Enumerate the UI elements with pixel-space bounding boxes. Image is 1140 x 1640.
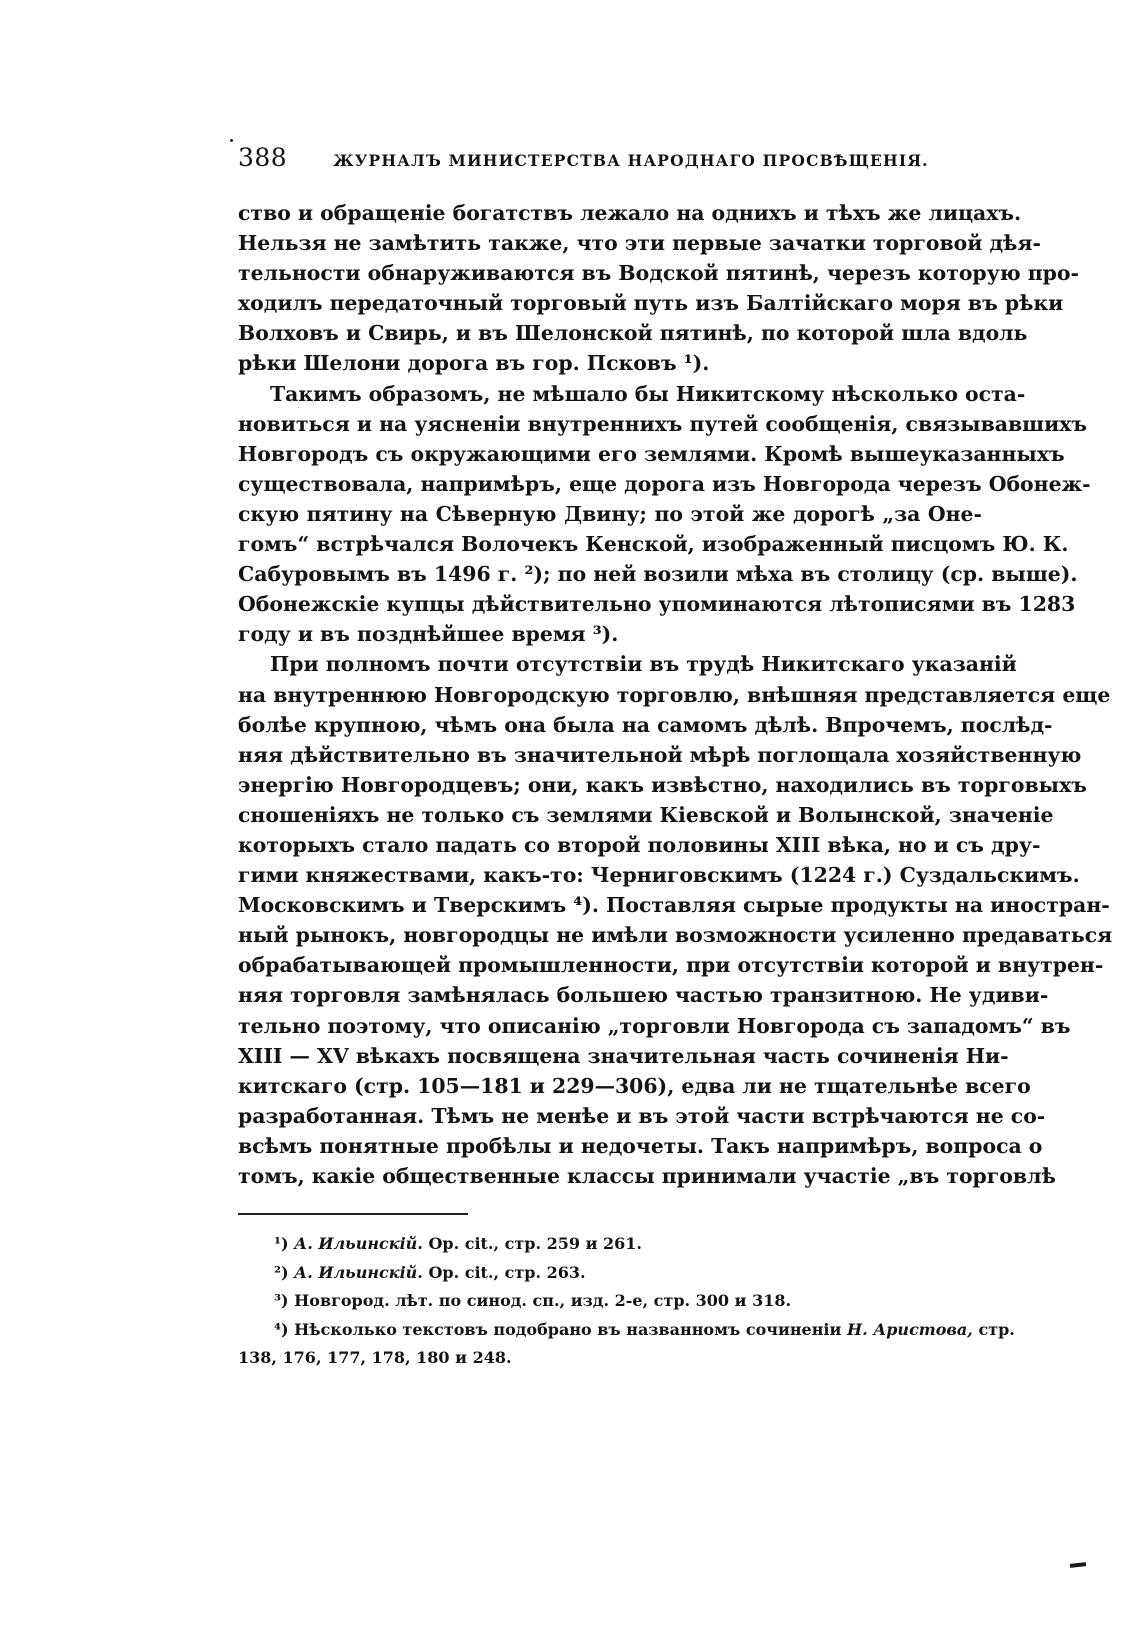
- text-line: Нельзя не замѣтить также, что эти первые зачатки торговой дѣя-: [238, 231, 1041, 256]
- text-line: сношеніяхъ не только съ землями Кіевской и Волынской, значеніе: [238, 802, 1054, 827]
- text-line: ство и обращеніе богатствъ лежало на однихъ и тѣхъ же лицахъ.: [238, 201, 1022, 225]
- text-line: ный рынокъ, новгородцы не имѣли возможности усиленно предаваться: [238, 923, 1113, 948]
- running-title: ЖУРНАЛЪ МИНИСТЕРСТВА НАРОДНАГО ПРОСВѢЩЕНІЯ.: [333, 151, 929, 170]
- footnote: [238, 1259, 982, 1288]
- text-line: рѣки Шелони дорога въ гор. Псковъ ¹).: [238, 351, 710, 376]
- footnote-marker: ⁴): [274, 1319, 289, 1339]
- footnote-text: 138, 176, 177, 178, 180 и 248.: [238, 1348, 512, 1367]
- text-line: болѣе крупною, чѣмъ она была на самомъ дѣлѣ. Впрочемъ, послѣд-: [238, 712, 1053, 737]
- footnote-marker: ³): [274, 1291, 289, 1310]
- footnote-text: Новгород. лѣт. по синод. сп., изд. 2-е, стр. 300 и 318.: [294, 1291, 792, 1310]
- text-line: Обонежскіе купцы дѣйствительно упоминаются лѣтописями въ 1283: [238, 592, 1076, 617]
- footnote-text: стр.: [978, 1319, 1015, 1339]
- text-line: всѣмъ понятные пробѣлы и недочеты. Такъ напримѣръ, вопроса о: [238, 1133, 1043, 1158]
- footnotes: [238, 1230, 1015, 1373]
- footnote-marker: ²): [274, 1262, 289, 1282]
- printer-mark: [230, 139, 233, 142]
- text-line: скую пятину на Сѣверную Двину; по этой же дорогѣ „за Оне-: [238, 501, 982, 526]
- page-number: 388: [238, 143, 288, 172]
- text-line: гомъ“ встрѣчался Волочекъ Кенской, изображенный писцомъ Ю. К.: [238, 532, 1069, 557]
- text-line: томъ, какіе общественные классы принимали участіе „въ торговлѣ: [238, 1164, 1056, 1188]
- footnote-author: Н. Аристова,: [846, 1319, 973, 1339]
- text-line: Новгородъ съ окружающими его землями. Кромѣ вышеуказанныхъ: [238, 441, 1065, 466]
- footnote-text: Op. cit., стр. 259 и 261.: [428, 1234, 642, 1253]
- footnote-author: А. Ильинскій.: [294, 1234, 423, 1253]
- text-line: китскаго (стр. 105—181 и 229—306), едва ли не тщательнѣе всего: [238, 1073, 1031, 1098]
- text-line: Московскимъ и Тверскимъ ⁴). Поставляя сырые продукты на иностран-: [238, 893, 1110, 918]
- text-line: существовала, напримѣръ, еще дорога изъ Новгорода черезъ Обонеж-: [238, 471, 1091, 496]
- printer-mark: [1070, 1562, 1086, 1568]
- text-line: которыхъ стало падать со второй половины XIII вѣка, но и съ дру-: [238, 832, 1041, 857]
- text-line: новиться и на уясненіи внутреннихъ путей сообщенія, связывавшихъ: [238, 411, 1088, 436]
- text-line: няя дѣйствительно въ значительной мѣрѣ поглощала хозяйственную: [238, 742, 1082, 767]
- footnote: [238, 1230, 982, 1259]
- footnote-marker: ¹): [274, 1234, 289, 1253]
- footnote-author: А. Ильинскій.: [294, 1262, 423, 1282]
- text-line: обрабатывающей промышленности, при отсутствіи которой и внутрен-: [238, 953, 1104, 978]
- main-text: [238, 198, 1113, 1191]
- text-line: XIII — XV вѣкахъ посвящена значительная часть сочиненія Ни-: [238, 1043, 1009, 1068]
- text-line: Волховъ и Свирь, и въ Шелонской пятинѣ, по которой шла вдоль: [238, 321, 1028, 346]
- text-line: тельности обнаруживаются въ Водской пятинѣ, черезъ которую про-: [238, 261, 1079, 286]
- text-line: на внутреннюю Новгородскую торговлю, внѣшняя представляется еще: [238, 682, 1111, 707]
- footnote: [238, 1316, 1015, 1345]
- footnote-text: Нѣсколько текстовъ подобрано въ названномъ сочиненіи: [294, 1319, 842, 1339]
- footnote-text: Op. cit., стр. 263.: [428, 1262, 586, 1282]
- footnote-continuation: [238, 1344, 982, 1373]
- text-line: няя торговля замѣнялась большею частью транзитною. Не удиви-: [238, 983, 1049, 1008]
- text-line: разработанная. Тѣмъ не менѣе и въ этой части встрѣчаются не со-: [238, 1103, 1046, 1128]
- footnote: [238, 1287, 982, 1316]
- page-header: [238, 143, 978, 179]
- footnote-separator: [238, 1213, 468, 1215]
- text-line: гими княжествами, какъ-то: Черниговскимъ (1224 г.) Суздальскимъ.: [238, 863, 1080, 888]
- text-line: Сабуровымъ въ 1496 г. ²); по ней возили мѣха въ столицу (ср. выше).: [238, 562, 1078, 587]
- text-line: Такимъ образомъ, не мѣшало бы Никитскому нѣсколько оста-: [270, 381, 1026, 406]
- text-line: тельно поэтому, что описанію „торговли Новгорода съ западомъ“ въ: [238, 1013, 1071, 1038]
- text-line: При полномъ почти отсутствіи въ трудѣ Никитскаго указаній: [270, 652, 1017, 677]
- text-line: энергію Новгородцевъ; они, какъ извѣстно, находились въ торговыхъ: [238, 772, 1087, 797]
- text-line: ходилъ передаточный торговый путь изъ Балтійскаго моря въ рѣки: [238, 291, 1064, 316]
- text-line: году и въ позднѣйшее время ³).: [238, 622, 619, 647]
